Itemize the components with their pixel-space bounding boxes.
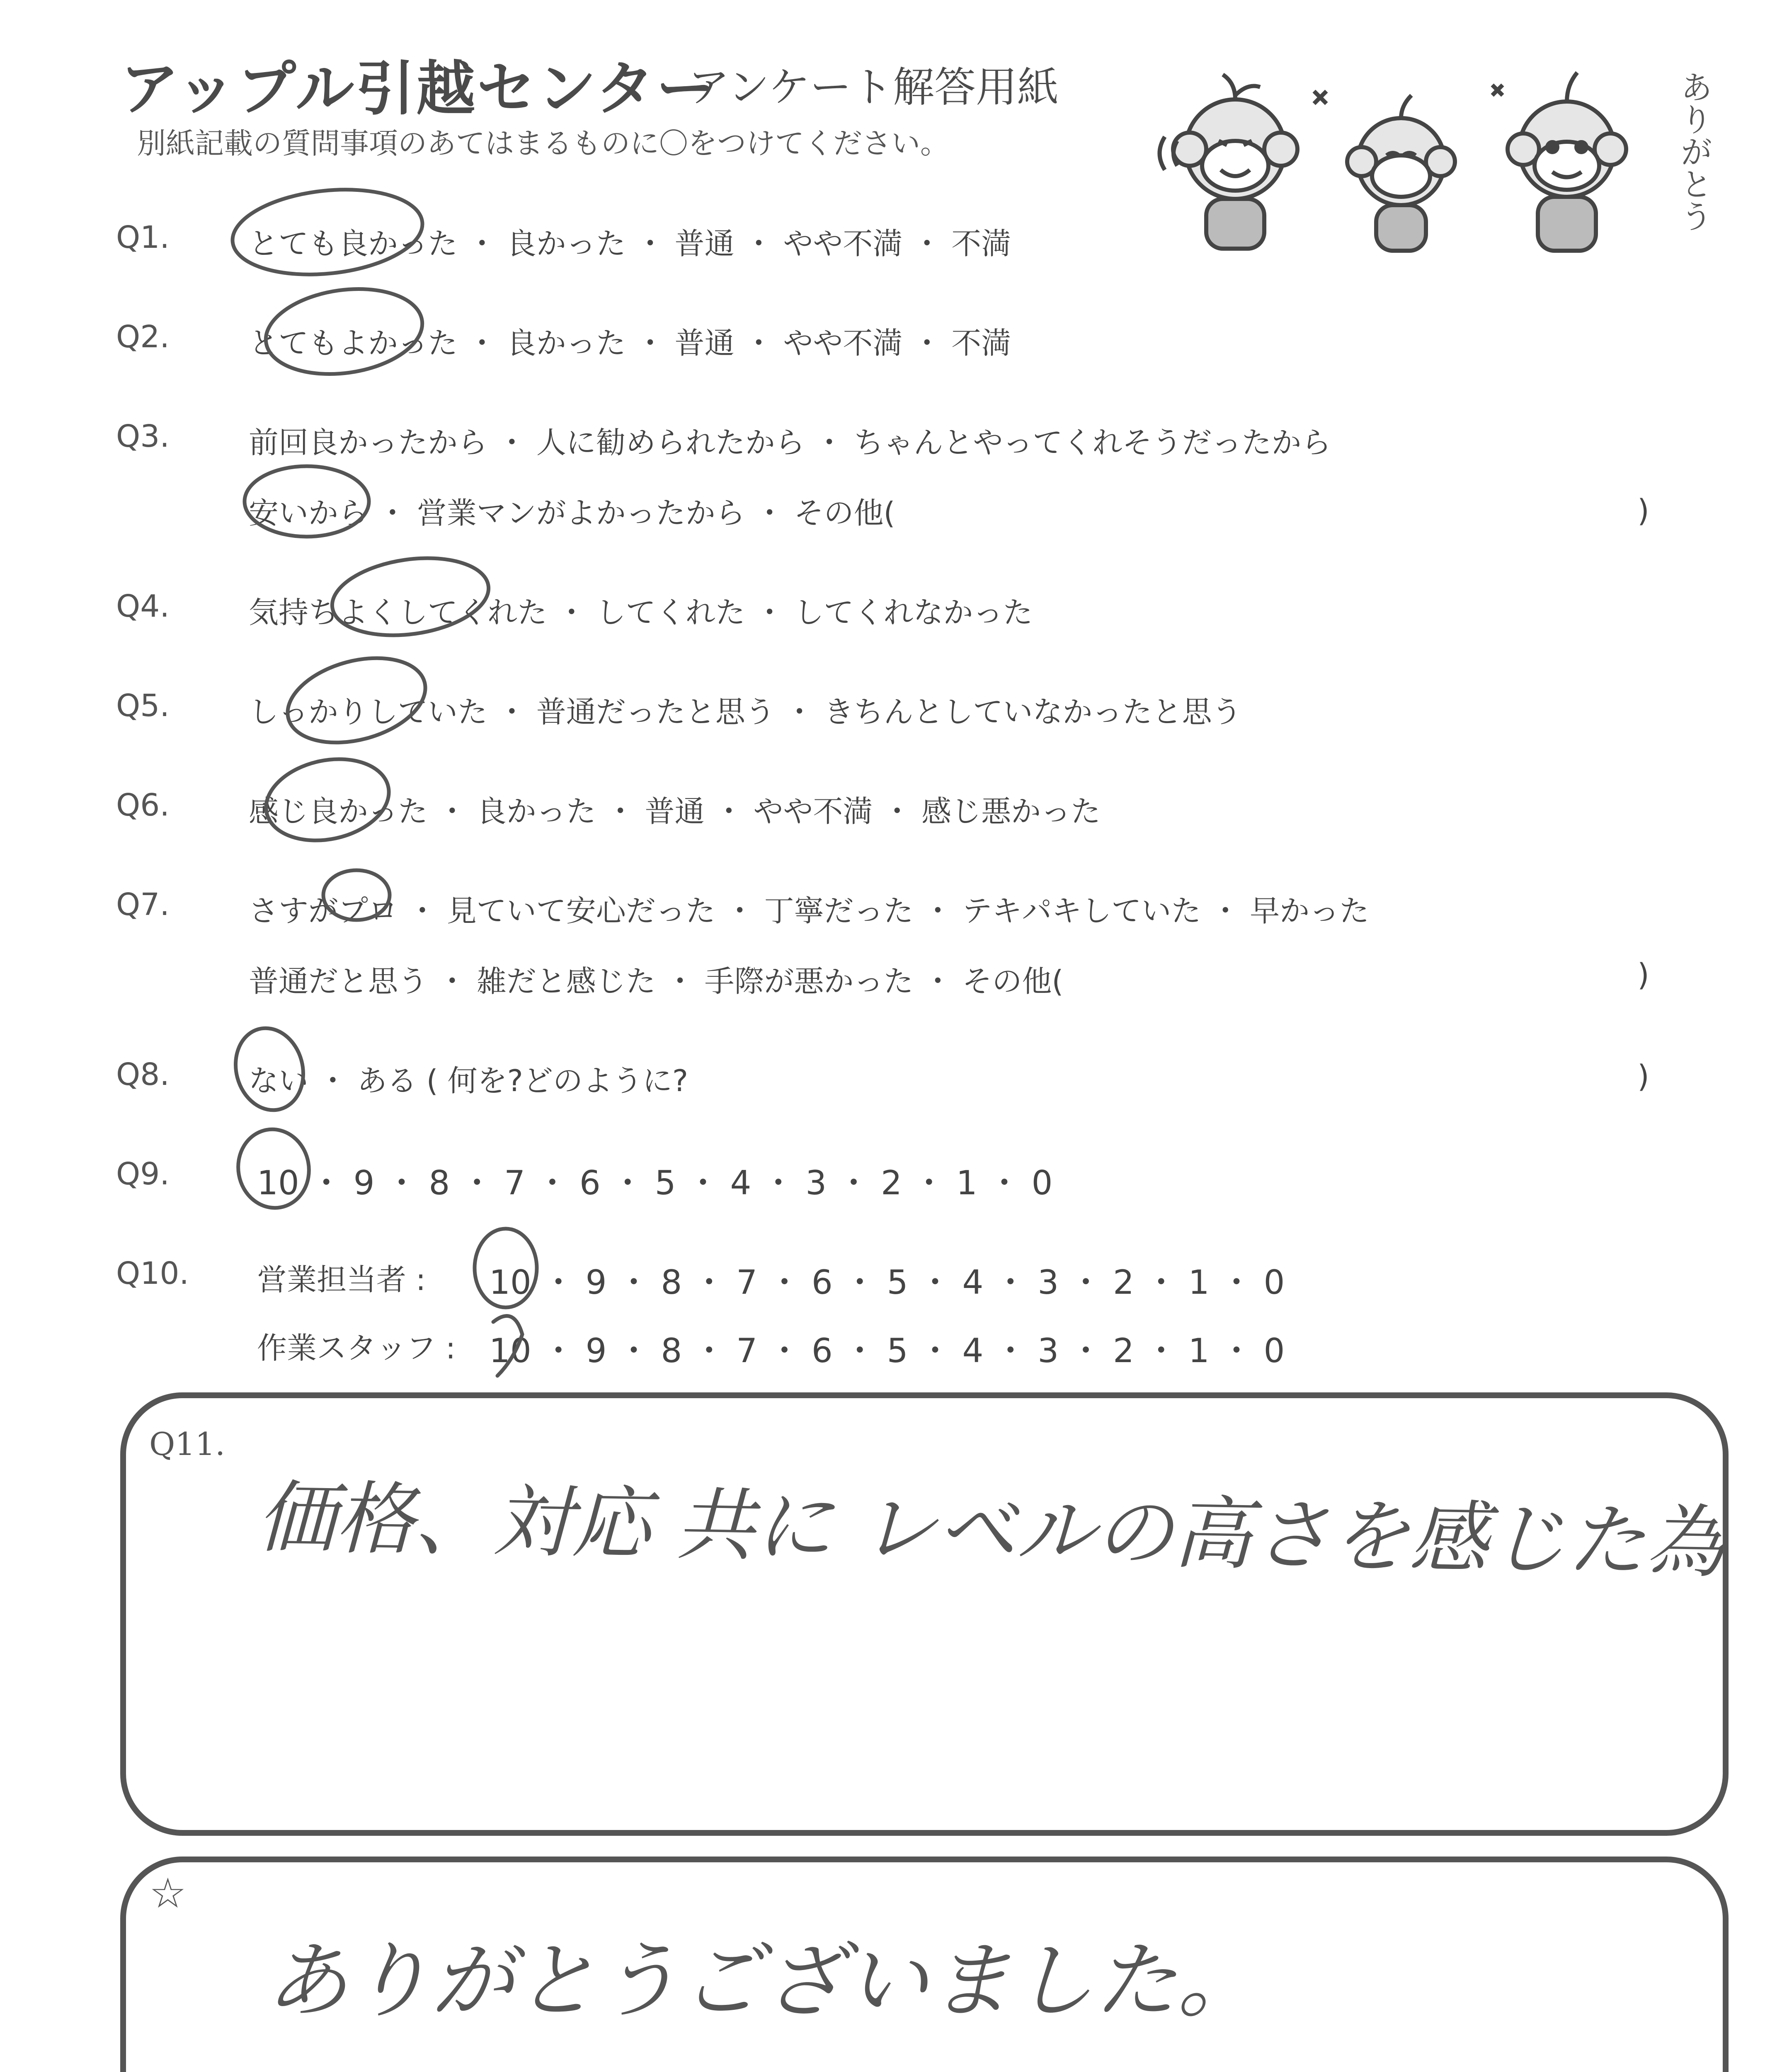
close-paren: ): [1637, 1059, 1649, 1094]
question-number: Q10.: [116, 1256, 189, 1291]
sales-rating-label: 営業担当者 :: [257, 1262, 426, 1297]
question-options: 感じ良かった ・ 良かった ・ 普通 ・ やや不満 ・ 感じ悪かった: [249, 794, 1101, 829]
question-options-line2: 安いから ・ 営業マンがよかったから ・ その他(: [249, 496, 895, 530]
question-number: Q5.: [116, 688, 170, 724]
close-paren: ): [1637, 957, 1649, 993]
question-options: ない ・ ある ( 何を?どのように?: [249, 1063, 689, 1098]
question-number: Q3.: [116, 419, 170, 454]
question-number: Q9.: [116, 1156, 170, 1192]
staff-rating-label: 作業スタッフ :: [257, 1331, 456, 1365]
question-number: Q4.: [116, 588, 170, 624]
question-number: Q2.: [116, 319, 170, 355]
question-number: Q8.: [116, 1057, 170, 1092]
question-options: とてもよかった ・ 良かった ・ 普通 ・ やや不満 ・ 不満: [249, 326, 1011, 361]
star-icon: ☆: [149, 1869, 187, 1917]
question-options-line2: 普通だと思う ・ 雑だと感じた ・ 手際が悪かった ・ その他(: [249, 964, 1064, 999]
question-options: 前回良かったから ・ 人に勧められたから ・ ちゃんとやってくれそうだったから: [249, 425, 1331, 460]
question-options: しっかりしていた ・ 普通だったと思う ・ きちんとしていなかったと思う: [249, 695, 1242, 729]
q11-handwritten-answer: 価格、対応 共に レベルの高さを感じた為: [256, 1472, 1726, 1589]
staff-rating-scale: 10 ・ 9 ・ 8 ・ 7 ・ 6 ・ 5 ・ 4 ・ 3 ・ 2 ・ 1 ・ 0: [489, 1331, 1285, 1370]
question-options: さすがプロ ・ 見ていて安心だった ・ 丁寧だった ・ テキパキしていた ・ 早かった: [249, 893, 1370, 928]
comment-handwritten-text: ありがとうございました。: [265, 1933, 1261, 2029]
rating-scale: 10 ・ 9 ・ 8 ・ 7 ・ 6 ・ 5 ・ 4 ・ 3 ・ 2 ・ 1 ・ 0: [257, 1164, 1053, 1202]
question-number: Q1.: [116, 220, 170, 255]
close-paren: ): [1637, 493, 1649, 529]
mascot-caption: ありがとう: [1675, 70, 1712, 232]
form-instruction: 別紙記載の質問事項のあてはまるものに〇をつけてください。: [137, 126, 949, 160]
question-number: Q6.: [116, 787, 170, 823]
form-subtitle: アンケート解答用紙: [688, 63, 1059, 111]
question-options: 気持ちよくしてくれた ・ してくれた ・ してくれなかった: [249, 595, 1033, 630]
question-number: Q7.: [116, 887, 170, 922]
form-title: アップル引越センター: [120, 55, 717, 123]
question-options: とても良かった ・ 良かった ・ 普通 ・ やや不満 ・ 不満: [249, 226, 1011, 261]
q11-label: Q11.: [149, 1426, 225, 1462]
sales-rating-scale: 10 ・ 9 ・ 8 ・ 7 ・ 6 ・ 5 ・ 4 ・ 3 ・ 2 ・ 1 ・ 0: [489, 1263, 1285, 1302]
